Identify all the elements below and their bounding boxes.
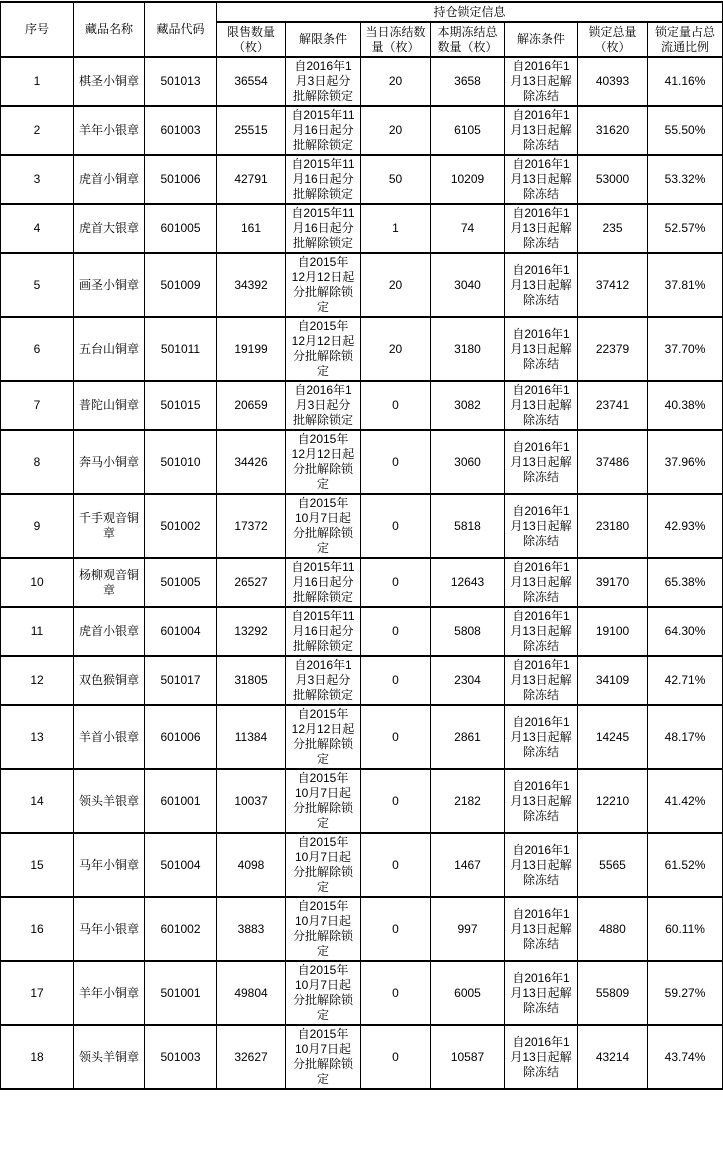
group-header-position-lock-info: 持仓锁定信息 [217, 2, 723, 22]
table-cell: 15 [1, 833, 74, 897]
table-cell: 23180 [578, 494, 648, 558]
header-row-group [1, 2, 723, 22]
table-cell: 2861 [431, 705, 505, 769]
table-cell: 3 [1, 155, 74, 204]
table-cell: 0 [361, 769, 431, 833]
col-header-today-frozen-quantity: 当日冻结数量（枚） [361, 22, 431, 57]
table-cell: 37.81% [648, 253, 723, 317]
table-cell: 12210 [578, 769, 648, 833]
table-cell: 虎首小铜章 [74, 155, 145, 204]
table-cell: 自2015年10月7日起分批解除锁定 [286, 494, 361, 558]
table-cell: 50 [361, 155, 431, 204]
table-cell: 0 [361, 656, 431, 705]
table-cell: 601003 [145, 106, 217, 155]
table-cell: 36554 [217, 57, 286, 106]
table-cell: 自2015年10月7日起分批解除锁定 [286, 833, 361, 897]
table-cell: 501001 [145, 961, 217, 1025]
col-header-unlock-condition: 解限条件 [286, 22, 361, 57]
table-cell: 双色猴铜章 [74, 656, 145, 705]
table-cell: 20 [361, 253, 431, 317]
table-cell: 自2015年11月16日起分批解除锁定 [286, 204, 361, 253]
table-cell: 杨柳观音铜章 [74, 558, 145, 607]
table-cell: 5565 [578, 833, 648, 897]
table-cell: 虎首小银章 [74, 607, 145, 656]
table-cell: 10 [1, 558, 74, 607]
table-row [1, 769, 723, 833]
table-cell: 42.93% [648, 494, 723, 558]
table-cell: 16 [1, 897, 74, 961]
table-cell: 37.70% [648, 317, 723, 381]
table-cell: 7 [1, 381, 74, 430]
table-cell: 领头羊铜章 [74, 1025, 145, 1089]
table-cell: 自2016年1月13日起解除冻结 [505, 1025, 578, 1089]
table-cell: 31620 [578, 106, 648, 155]
table-cell: 3658 [431, 57, 505, 106]
table-cell: 自2016年1月13日起解除冻结 [505, 897, 578, 961]
table-cell: 自2015年12月12日起分批解除锁定 [286, 317, 361, 381]
table-row [1, 317, 723, 381]
table-cell: 601004 [145, 607, 217, 656]
table-cell: 501009 [145, 253, 217, 317]
table-row [1, 494, 723, 558]
table-cell: 五台山铜章 [74, 317, 145, 381]
table-cell: 4 [1, 204, 74, 253]
table-row [1, 106, 723, 155]
table-cell: 34392 [217, 253, 286, 317]
table-cell: 501010 [145, 430, 217, 494]
table-row [1, 204, 723, 253]
table-cell: 自2016年1月13日起解除冻结 [505, 57, 578, 106]
table-cell: 60.11% [648, 897, 723, 961]
table-cell: 0 [361, 961, 431, 1025]
table-cell: 41.42% [648, 769, 723, 833]
table-row [1, 1025, 723, 1089]
table-cell: 501013 [145, 57, 217, 106]
table-cell: 601001 [145, 769, 217, 833]
table-cell: 马年小银章 [74, 897, 145, 961]
col-header-period-frozen-total: 本期冻结总数量（枚） [431, 22, 505, 57]
table-cell: 13 [1, 705, 74, 769]
table-row [1, 705, 723, 769]
table-cell: 自2015年11月16日起分批解除锁定 [286, 155, 361, 204]
table-cell: 自2016年1月13日起解除冻结 [505, 494, 578, 558]
table-cell: 20659 [217, 381, 286, 430]
table-cell: 自2016年1月13日起解除冻结 [505, 430, 578, 494]
table-cell: 千手观音铜章 [74, 494, 145, 558]
table-cell: 6105 [431, 106, 505, 155]
table-cell: 55809 [578, 961, 648, 1025]
table-cell: 20 [361, 57, 431, 106]
table-cell: 34426 [217, 430, 286, 494]
table-cell: 自2015年12月12日起分批解除锁定 [286, 253, 361, 317]
table-cell: 20 [361, 317, 431, 381]
table-cell: 1 [361, 204, 431, 253]
table-cell: 501006 [145, 155, 217, 204]
table-cell: 61.52% [648, 833, 723, 897]
table-cell: 虎首大银章 [74, 204, 145, 253]
table-cell: 自2016年1月13日起解除冻结 [505, 381, 578, 430]
table-cell: 自2015年11月16日起分批解除锁定 [286, 607, 361, 656]
table-cell: 2182 [431, 769, 505, 833]
table-cell: 14245 [578, 705, 648, 769]
table-cell: 画圣小铜章 [74, 253, 145, 317]
table-cell: 自2016年1月13日起解除冻结 [505, 833, 578, 897]
table-cell: 42791 [217, 155, 286, 204]
table-cell: 49804 [217, 961, 286, 1025]
table-cell: 43.74% [648, 1025, 723, 1089]
table-cell: 3040 [431, 253, 505, 317]
col-header-restricted-quantity: 限售数量（枚） [217, 22, 286, 57]
table-cell: 0 [361, 607, 431, 656]
table-row [1, 897, 723, 961]
table-cell: 17 [1, 961, 74, 1025]
table-cell: 自2016年1月13日起解除冻结 [505, 607, 578, 656]
table-row [1, 253, 723, 317]
table-cell: 64.30% [648, 607, 723, 656]
table-cell: 领头羊银章 [74, 769, 145, 833]
table-cell: 501011 [145, 317, 217, 381]
col-header-item-name: 藏品名称 [74, 2, 145, 57]
table-cell: 5818 [431, 494, 505, 558]
table-cell: 自2016年1月13日起解除冻结 [505, 558, 578, 607]
col-header-locked-total: 锁定总量（枚） [578, 22, 648, 57]
table-row [1, 833, 723, 897]
table-cell: 42.71% [648, 656, 723, 705]
table-cell: 235 [578, 204, 648, 253]
table-cell: 9 [1, 494, 74, 558]
table-body [1, 57, 723, 1089]
table-cell: 501004 [145, 833, 217, 897]
table-cell: 10587 [431, 1025, 505, 1089]
table-cell: 40393 [578, 57, 648, 106]
table-cell: 22379 [578, 317, 648, 381]
table-cell: 55.50% [648, 106, 723, 155]
table-cell: 501005 [145, 558, 217, 607]
table-cell: 32627 [217, 1025, 286, 1089]
table-cell: 10037 [217, 769, 286, 833]
table-cell: 601005 [145, 204, 217, 253]
table-cell: 14 [1, 769, 74, 833]
table-cell: 自2015年12月12日起分批解除锁定 [286, 705, 361, 769]
table-cell: 25515 [217, 106, 286, 155]
table-cell: 6 [1, 317, 74, 381]
table-header [1, 2, 723, 57]
table-cell: 37412 [578, 253, 648, 317]
table-cell: 1467 [431, 833, 505, 897]
table-cell: 34109 [578, 656, 648, 705]
table-cell: 31805 [217, 656, 286, 705]
table-cell: 自2016年1月13日起解除冻结 [505, 705, 578, 769]
table-cell: 2 [1, 106, 74, 155]
table-cell: 8 [1, 430, 74, 494]
table-cell: 501002 [145, 494, 217, 558]
table-cell: 53.32% [648, 155, 723, 204]
table-cell: 0 [361, 833, 431, 897]
table-cell: 0 [361, 558, 431, 607]
table-cell: 20 [361, 106, 431, 155]
table-cell: 501017 [145, 656, 217, 705]
table-cell: 3180 [431, 317, 505, 381]
table-cell: 0 [361, 430, 431, 494]
table-cell: 自2016年1月13日起解除冻结 [505, 253, 578, 317]
table-cell: 3082 [431, 381, 505, 430]
table-cell: 11384 [217, 705, 286, 769]
table-cell: 羊首小银章 [74, 705, 145, 769]
table-cell: 26527 [217, 558, 286, 607]
table-cell: 0 [361, 1025, 431, 1089]
table-cell: 601002 [145, 897, 217, 961]
table-cell: 马年小铜章 [74, 833, 145, 897]
table-cell: 37486 [578, 430, 648, 494]
table-cell: 0 [361, 381, 431, 430]
table-cell: 自2016年1月13日起解除冻结 [505, 317, 578, 381]
table-cell: 12643 [431, 558, 505, 607]
col-header-item-code: 藏品代码 [145, 2, 217, 57]
table-row [1, 57, 723, 106]
table-cell: 59.27% [648, 961, 723, 1025]
table-cell: 棋圣小铜章 [74, 57, 145, 106]
table-cell: 41.16% [648, 57, 723, 106]
table-cell: 4098 [217, 833, 286, 897]
table-cell: 65.38% [648, 558, 723, 607]
table-cell: 1 [1, 57, 74, 106]
table-cell: 3060 [431, 430, 505, 494]
col-header-serial-number: 序号 [1, 2, 74, 57]
table-row [1, 381, 723, 430]
table-cell: 997 [431, 897, 505, 961]
table-cell: 羊年小银章 [74, 106, 145, 155]
table-cell: 自2016年1月13日起解除冻结 [505, 106, 578, 155]
table-cell: 161 [217, 204, 286, 253]
table-cell: 43214 [578, 1025, 648, 1089]
table-cell: 自2016年1月13日起解除冻结 [505, 204, 578, 253]
table-cell: 自2015年11月16日起分批解除锁定 [286, 106, 361, 155]
table-cell: 自2015年10月7日起分批解除锁定 [286, 897, 361, 961]
table-cell: 17372 [217, 494, 286, 558]
table-row [1, 656, 723, 705]
table-row [1, 607, 723, 656]
table-cell: 74 [431, 204, 505, 253]
table-cell: 自2015年10月7日起分批解除锁定 [286, 769, 361, 833]
table-cell: 0 [361, 494, 431, 558]
table-cell: 自2016年1月3日起分批解除锁定 [286, 381, 361, 430]
table-cell: 39170 [578, 558, 648, 607]
holdings-lock-table [0, 1, 723, 1090]
table-cell: 501015 [145, 381, 217, 430]
table-cell: 601006 [145, 705, 217, 769]
table-cell: 48.17% [648, 705, 723, 769]
table-cell: 53000 [578, 155, 648, 204]
table-cell: 13292 [217, 607, 286, 656]
col-header-locked-ratio: 锁定量占总流通比例 [648, 22, 723, 57]
table-cell: 自2016年1月13日起解除冻结 [505, 961, 578, 1025]
table-cell: 19199 [217, 317, 286, 381]
table-cell: 19100 [578, 607, 648, 656]
table-cell: 12 [1, 656, 74, 705]
table-cell: 18 [1, 1025, 74, 1089]
table-cell: 0 [361, 897, 431, 961]
table-cell: 自2016年1月3日起分批解除锁定 [286, 656, 361, 705]
table-cell: 11 [1, 607, 74, 656]
table-row [1, 961, 723, 1025]
table-row [1, 155, 723, 204]
table-cell: 自2016年1月13日起解除冻结 [505, 155, 578, 204]
table-cell: 0 [361, 705, 431, 769]
table-cell: 自2016年1月13日起解除冻结 [505, 769, 578, 833]
table-cell: 10209 [431, 155, 505, 204]
table-cell: 501003 [145, 1025, 217, 1089]
table-cell: 2304 [431, 656, 505, 705]
col-header-unfreeze-condition: 解冻条件 [505, 22, 578, 57]
table-cell: 自2015年10月7日起分批解除锁定 [286, 1025, 361, 1089]
table-cell: 37.96% [648, 430, 723, 494]
table-cell: 奔马小铜章 [74, 430, 145, 494]
table-cell: 自2016年1月3日起分批解除锁定 [286, 57, 361, 106]
table-cell: 3883 [217, 897, 286, 961]
table-cell: 自2016年1月13日起解除冻结 [505, 656, 578, 705]
table-cell: 5 [1, 253, 74, 317]
table-cell: 52.57% [648, 204, 723, 253]
table-cell: 普陀山铜章 [74, 381, 145, 430]
table-cell: 自2015年11月16日起分批解除锁定 [286, 558, 361, 607]
table-cell: 6005 [431, 961, 505, 1025]
table-row [1, 558, 723, 607]
table-cell: 23741 [578, 381, 648, 430]
table-cell: 5808 [431, 607, 505, 656]
table-cell: 自2015年10月7日起分批解除锁定 [286, 961, 361, 1025]
table-cell: 自2015年12月12日起分批解除锁定 [286, 430, 361, 494]
table-cell: 羊年小铜章 [74, 961, 145, 1025]
table-cell: 40.38% [648, 381, 723, 430]
table-row [1, 430, 723, 494]
table-cell: 4880 [578, 897, 648, 961]
